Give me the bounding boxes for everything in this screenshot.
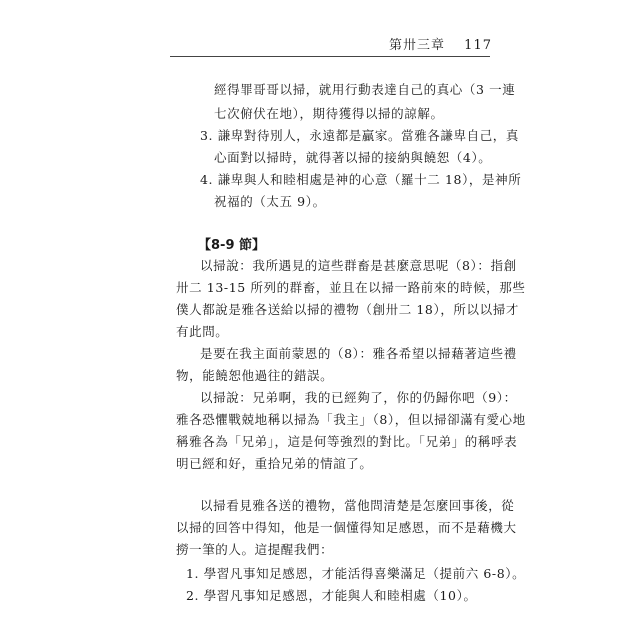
para-3-line-2: 雅各恐懼戰兢地稱以掃為「我主」（8），但以掃卻滿有愛心地 [176,412,526,427]
point-3-line-2: 心面對以掃時，就得著以掃的接納與饒恕（4）。 [214,150,492,165]
para-3-line-3: 稱雅各為「兄弟」，這是何等強烈的對比。「兄弟」的稱呼表 [176,434,518,449]
point-4-line-1: 4. 謙卑與人和睦相處是神的心意（羅十二 18），是神所 [200,172,522,187]
para-3-line-4: 明已經和好，重拾兄弟的情誼了。 [176,456,373,471]
para-1-line-3: 僕人都說是雅各送給以掃的禮物（創卅二 18），所以以掃才 [176,302,519,317]
summary-line-2: 以掃的回答中得知，他是一個懂得知足感恩，而不是藉機大 [176,520,517,535]
point-3-line-1: 3. 謙卑對待別人，永遠都是贏家。當雅各謙卑自己，真 [200,128,520,143]
chapter-title: 第卅三章 [389,38,446,53]
section-heading: 【8-9 節】 [198,238,266,253]
summary-line-1: 以掃看見雅各送的禮物，當他問清楚是怎麼回事後，從 [200,498,515,513]
point-2-line-1: 經得罪哥哥以掃，就用行動表達自己的真心（3 一連 [214,82,516,97]
para-2-line-1: 是要在我主面前蒙恩的（8）：雅各希望以掃藉著這些禮 [200,346,517,361]
point-4-line-2: 祝福的（太五 9）。 [214,194,326,209]
summary-item-2: 2. 學習凡事知足感恩，才能與人和睦相處（10）。 [186,588,477,603]
para-1-line-4: 有此問。 [176,324,229,339]
para-1-line-1: 以掃說：我所遇見的這些群畜是甚麼意思呢（8）：指創 [200,258,517,273]
point-2-line-2: 七次俯伏在地），期待獲得以掃的諒解。 [214,106,444,121]
header-rule [170,56,490,57]
para-3-line-1: 以掃說：兄弟啊，我的已經夠了，你的仍歸你吧（9）： [200,390,517,405]
para-2-line-2: 物，能饒恕他過往的錯誤。 [176,368,334,383]
summary-line-3: 撈一筆的人。這提醒我們： [176,542,334,557]
page-number: 117 [464,38,492,53]
para-1-line-2: 卅二 13-15 所列的群畜，並且在以掃一路前來的時候，那些 [176,280,526,295]
summary-item-1: 1. 學習凡事知足感恩，才能活得喜樂滿足（提前六 6-8）。 [186,566,526,581]
running-header [389,34,492,53]
